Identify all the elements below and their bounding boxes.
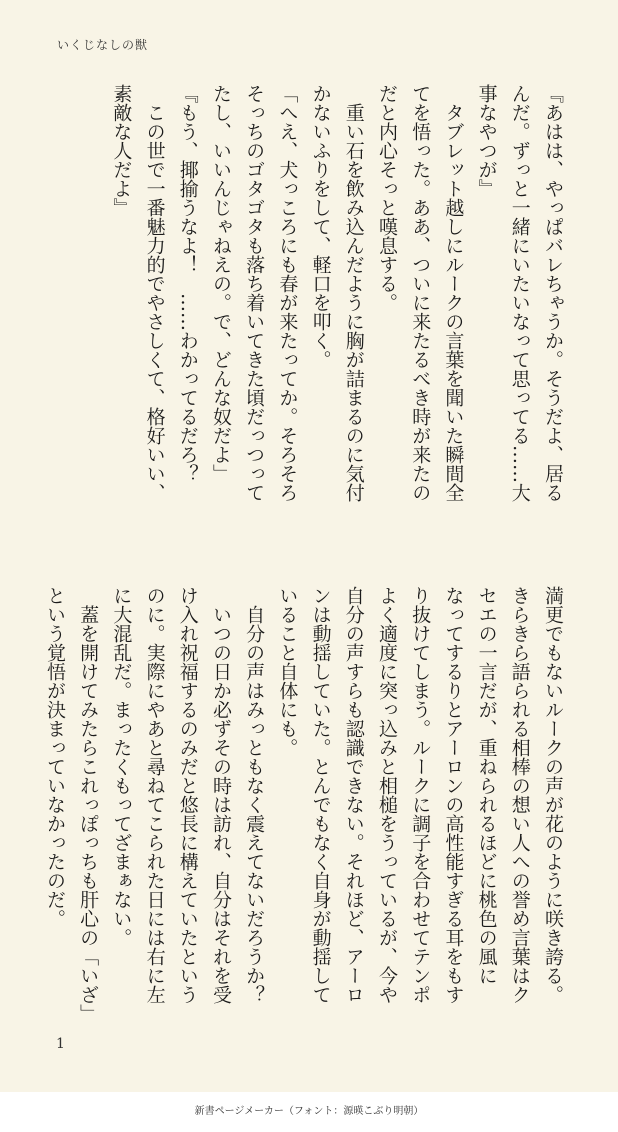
text-line: タブレット越しにルークの言葉を聞いた瞬間全 xyxy=(442,84,465,502)
text-line: ンは動揺していた。とんでもなく自身が動揺して xyxy=(309,586,332,1004)
text-line: んだ。ずっと一緒にいたいなって思ってる……大 xyxy=(508,84,531,502)
text-line: 重い石を飲み込んだように胸が詰まるのに気付 xyxy=(342,84,365,502)
text-line: セエの一言だが、重ねられるほどに桃色の風に xyxy=(475,586,498,985)
text-line: かないふりをして、軽口を叩く。 xyxy=(309,84,332,369)
text-line: 事なやつが』 xyxy=(475,84,498,198)
text-line: け入れ祝福するのみだと悠長に構えていたという xyxy=(176,586,199,1004)
text-line: という覚悟が決まっていなかったのだ。 xyxy=(43,586,66,928)
text-line: たし、いいんじゃねえの。で、どんな奴だよ」 xyxy=(209,84,232,483)
text-line: てを悟った。ああ、ついに来たるべき時が来たの xyxy=(409,84,432,502)
running-header: いくじなしの獣 xyxy=(57,38,149,52)
text-line: に大混乱だ。まったくもってざまぁない。 xyxy=(110,586,133,947)
page-number: 1 xyxy=(56,1036,65,1052)
text-line: り抜けてしまう。ルークに調子を合わせてテンポ xyxy=(409,586,432,1004)
text-line: だと内心そっと嘆息する。 xyxy=(375,84,398,312)
text-line: そっちのゴタゴタも落ち着いてきた頃だっつって xyxy=(243,84,266,502)
footer-credit: 新書ページメーカー（フォント：源暎こぶり明朝） xyxy=(0,1092,618,1132)
text-line: きらきら語られる相棒の想い人への誉め言葉はク xyxy=(508,586,531,1004)
text-block-bottom xyxy=(43,586,569,1036)
text-line: 蓋を開けてみたらこれっぽっちも肝心の「いざ」 xyxy=(77,586,100,1023)
text-line: 「へえ、犬っころにも春が来たってか。そろそろ xyxy=(276,84,299,502)
text-line: 素敵な人だよ』 xyxy=(110,84,133,217)
text-line: 満更でもないルークの声が花のように咲き誇る。 xyxy=(542,586,564,1004)
text-line: 『もう、揶揄うなよ！ ……わかってるだろ？ xyxy=(176,84,199,483)
text-line: 自分の声すらも認識できない。それほど、アーロ xyxy=(342,586,365,1004)
text-line: のに。実際にやあと尋ねてこられた日には右に左 xyxy=(143,586,166,1004)
text-line: 自分の声はみっともなく震えてないだろうか？ xyxy=(243,586,266,1004)
text-line: いること自体にも。 xyxy=(276,586,299,757)
text-line: よく適度に突っ込みと相槌をうっているが、今や xyxy=(375,586,398,1004)
text-block-top xyxy=(48,84,569,534)
text-line: この世で一番魅力的でやさしくて、格好いい、 xyxy=(143,84,166,502)
text-line: 『あはは、やっぱバレちゃうか。そうだよ、居る xyxy=(542,84,564,502)
text-line: なってするりとアーロンの高性能すぎる耳をもす xyxy=(442,586,465,1004)
text-line: いつの日か必ずその時は訪れ、自分はそれを受 xyxy=(209,586,232,1004)
